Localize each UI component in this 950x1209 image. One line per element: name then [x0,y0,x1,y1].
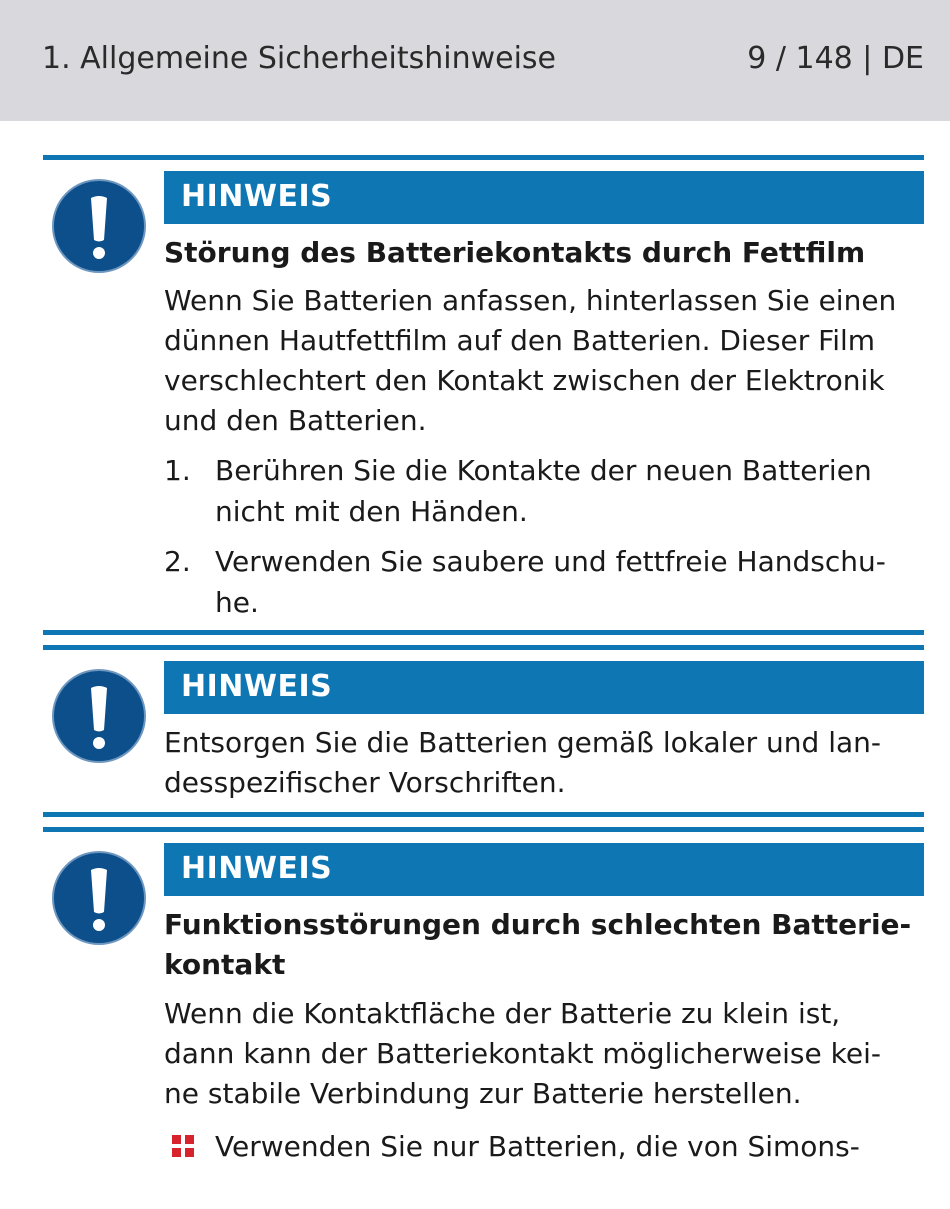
title-line: kontakt [164,948,286,981]
step-line: Verwenden Sie saubere und fettfreie Handschu- [215,545,886,578]
page-header [0,0,950,121]
exclamation-icon [51,850,147,946]
page-indicator: 9 / 148 | DE [747,41,924,76]
paragraph-line: verschlechtert den Kontakt zwischen der Elektronik [164,364,885,397]
step-text [215,450,927,532]
paragraph-line: Wenn die Kontaktfläche der Batterie zu klein ist, [164,997,841,1030]
notice-top-rule [43,645,924,650]
paragraph-line: dünnen Hautfettfilm auf den Batterien. Dieser Film [164,324,876,357]
notice-label-bar [164,171,924,224]
notice-paragraph [164,994,924,1114]
step-text [215,541,927,623]
paragraph-line: Wenn Sie Batterien anfassen, hinterlassen Sie einen [164,284,897,317]
notice-label: HINWEIS [181,669,333,704]
notice-label-bar [164,843,924,896]
notice-bottom-rule [43,812,924,817]
notice-paragraph [164,723,924,803]
notice-top-rule [43,827,924,832]
paragraph-line: desspezifischer Vorschriften. [164,766,566,799]
step-line: Berühren Sie die Kontakte der neuen Batterien [215,454,872,487]
notice-label: HINWEIS [181,179,333,214]
step-number: 2. [164,545,191,578]
notice-label-bar [164,661,924,714]
notice-bottom-rule [43,630,924,635]
step-number: 1. [164,454,191,487]
section-title: 1. Allgemeine Sicherheitshinweise [42,41,556,76]
step-line: nicht mit den Händen. [215,495,528,528]
paragraph-line: ne stabile Verbindung zur Batterie herstellen. [164,1077,802,1110]
notice-title [164,905,924,985]
title-line: Funktionsstörungen durch schlechten Batterie- [164,908,912,941]
bullet-text: Verwenden Sie nur Batterien, die von Simons- [215,1130,860,1163]
notice-paragraph [164,281,924,441]
paragraph-line: und den Batterien. [164,404,427,437]
notice-title: Störung des Batteriekontakts durch Fettfilm [164,236,866,269]
notice-label: HINWEIS [181,851,333,886]
paragraph-line: dann kann der Batteriekontakt möglicherweise kei- [164,1037,881,1070]
step-line: he. [215,586,259,619]
exclamation-icon [51,668,147,764]
paragraph-line: Entsorgen Sie die Batterien gemäß lokaler und lan- [164,726,882,759]
red-square-bullet-icon [172,1135,194,1157]
exclamation-icon [51,178,147,274]
notice-top-rule [43,155,924,160]
